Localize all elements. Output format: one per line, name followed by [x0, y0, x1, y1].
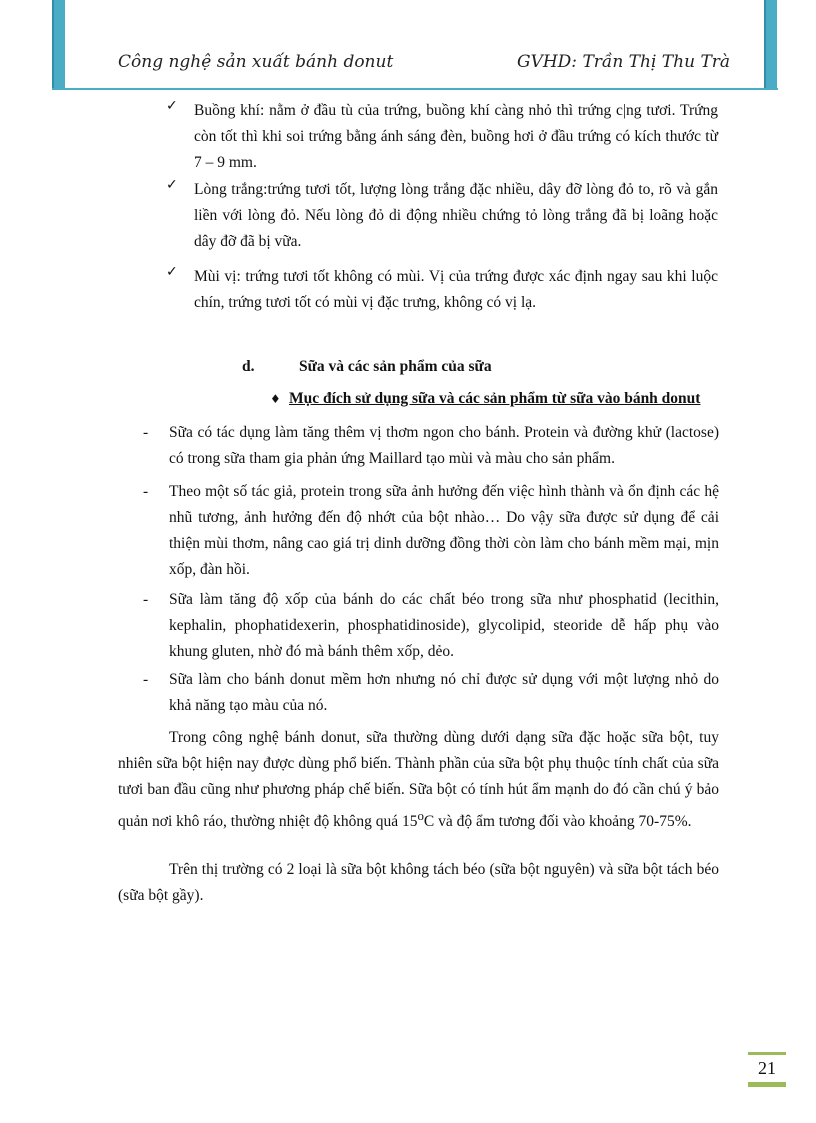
dash-bullet-icon: -: [143, 591, 149, 608]
section-letter: d.: [242, 358, 255, 375]
paragraph-text: Trong công nghệ bánh donut, sữa thường dùng dưới dạng sữa đặc hoặc sữa bột, tuy nhiên sữa bột hiện nay được dùng phổ biến. Thành phần của sữa bột phụ thuộc tính chất của sữa tươi ban đầu cũng như phương pháp chế biến. Sữa bột có tính hút ẩm mạnh do đó cần chú ý bảo quản nơi khô ráo, thường nhiệt độ không quá 15: [118, 729, 719, 831]
paragraph-text: C và độ ẩm tương đối vào khoảng 70-75%.: [423, 813, 692, 831]
body-paragraph-milk-powder: [118, 725, 719, 835]
page-number-rule-top: [748, 1052, 786, 1055]
section-title: Sữa và các sản phẩm của sữa: [299, 358, 492, 375]
dash-item-text: Sữa có tác dụng làm tăng thêm vị thơm ngon cho bánh. Protein và đường khử (lactose) có trong sữa tham gia phản ứng Maillard tạo mùi và màu cho sản phẩm.: [169, 424, 719, 467]
subsection-title: Mục đích sử dụng sữa và các sản phẩm từ sữa vào bánh donut: [289, 390, 701, 407]
body-paragraph-market: Trên thị trường có 2 loại là sữa bột không tách béo (sữa bột nguyên) và sữa bột tách béo (sữa bột gầy).: [118, 861, 719, 904]
header-course-title: Công nghệ sản xuất bánh donut: [118, 52, 394, 72]
dash-item-text: Sữa làm cho bánh donut mềm hơn nhưng nó chỉ được sử dụng với một lượng nhỏ do khả năng tạo màu của nó.: [169, 671, 719, 714]
check-item-text: Buồng khí: nằm ở đầu tù của trứng, buồng khí càng nhỏ thì trứng c|ng tươi. Trứng còn tốt thì khi soi trứng bằng ánh sáng đèn, buồng hơi ở đầu trứng có kích thước từ 7 – 9 mm.: [194, 102, 718, 171]
header-decor-bar-right: [764, 0, 777, 90]
page-header: [118, 52, 731, 72]
dash-item-text: Theo một số tác giả, protein trong sữa ảnh hưởng đến việc hình thành và ổn định các hệ nhũ tương, ảnh hưởng đến độ nhớt của bột nhào… Do vậy sữa được sử dụng để cải thiện mùi thơm, nâng cao giá trị dinh dưỡng đồng thời còn làm cho bánh mềm mại, mịn xốp, đàn hồi.: [169, 483, 719, 578]
check-item-text: Lòng trắng:trứng tươi tốt, lượng lòng trắng đặc nhiều, dây đỡ lòng đỏ to, rõ và gắn liền với lòng đỏ. Nếu lòng đỏ di động nhiều chứng tỏ lòng trắng đã bị loãng hoặc dây đỡ đã bị vữa.: [194, 181, 718, 250]
check-item-text: Mùi vị: trứng tươi tốt không có mùi. Vị của trứng được xác định ngay sau khi luộc chín, trứng tươi tốt có mùi vị đặc trưng, không có vị lạ.: [194, 268, 718, 311]
dash-item-text: Sữa làm tăng độ xốp của bánh do các chất béo trong sữa như phosphatid (lecithin, kephalin, phophatidexerin, phosphatidinoside), glycolipid, steoride dễ hấp phụ vào khung gluten, nhờ đó mà bánh thêm xốp, dẻo.: [169, 591, 719, 660]
diamond-bullet-icon: ♦: [270, 392, 281, 406]
checkmark-icon: ✓: [166, 98, 178, 114]
header-supervisor: GVHD: Trần Thị Thu Trà: [517, 52, 731, 72]
dash-bullet-icon: -: [143, 483, 149, 500]
header-divider: [52, 88, 778, 90]
header-decor-bar-left: [52, 0, 65, 90]
checkmark-icon: ✓: [166, 264, 178, 280]
dash-bullet-icon: -: [143, 424, 149, 441]
page-number-rule-bottom: [748, 1082, 786, 1087]
dash-bullet-icon: -: [143, 671, 149, 688]
page-number: 21: [758, 1058, 776, 1078]
checkmark-icon: ✓: [166, 177, 178, 193]
superscript: o: [417, 808, 424, 823]
